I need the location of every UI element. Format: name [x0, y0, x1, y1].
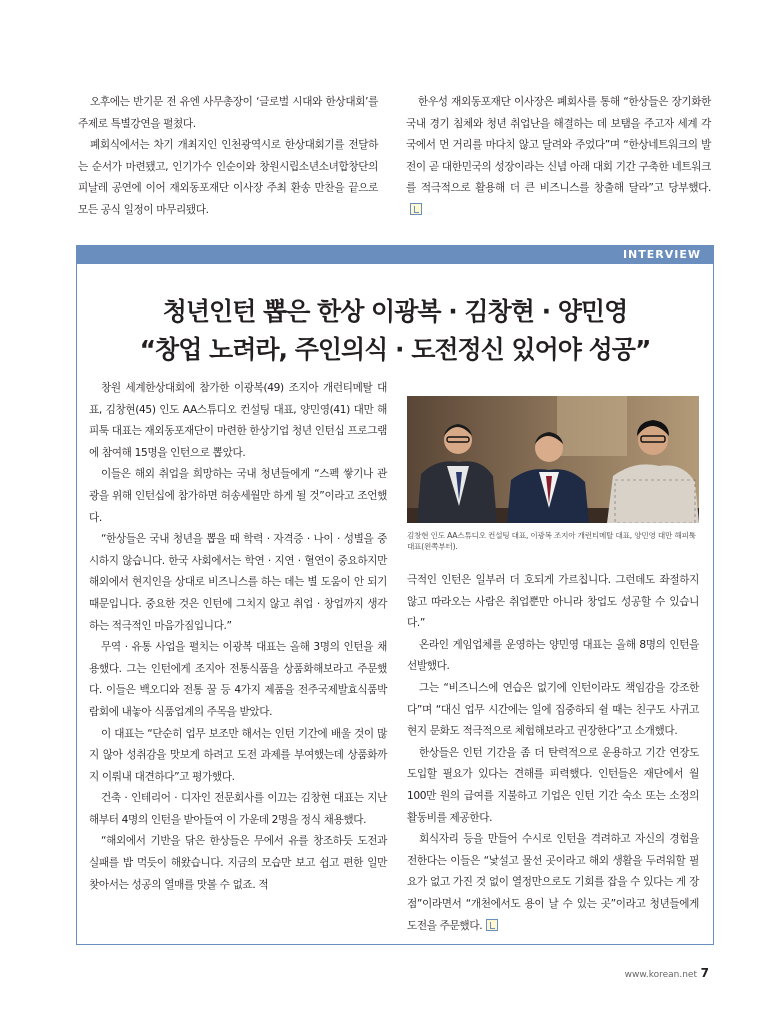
right-column: [407, 570, 699, 937]
paragraph: 무역 · 유통 사업을 펼치는 이광복 대표는 올해 3명의 인턴을 채용했다. 그는 인턴에게 조지아 전통식품을 상품화해보라고 주문했다. 이들은 백오디와 전통 꿀 등 4가지 제품을 전주국제발효식품박람회에 내놓아 식품업계의 주목을 받았다.: [89, 641, 387, 718]
paragraph: 이들은 해외 취업을 희망하는 국내 청년들에게 “스펙 쌓기나 관광을 위해 인턴십에 참가하면 허송세월만 하게 될 것”이라고 조언했다.: [89, 468, 387, 524]
interview-photo: [407, 396, 699, 523]
interview-bar: [77, 246, 713, 264]
left-column: [89, 378, 387, 896]
end-mark-icon: [486, 919, 498, 931]
paragraph: [407, 829, 699, 937]
paragraph: 오후에는 반기문 전 유엔 사무총장이 ‘글로벌 시대와 한상대회’를 주제로 특별강연을 펼쳤다.: [78, 96, 378, 130]
paragraph: 한상들은 인턴 기간을 좀 더 탄력적으로 운용하고 기간 연장도 도입할 필요가 있다는 견해를 피력했다. 인턴들은 재단에서 월 100만 원의 급여를 지불하고 기업은 인턴 기간 숙소 또는 소정의 활동비를 제공한다.: [407, 746, 699, 824]
paragraph-text: 회식자리 등을 만들어 수시로 인턴을 격려하고 자신의 경험을 전한다는 이들은 “낯설고 물선 곳이라고 해외 생활을 두려워할 필요가 없고 가진 것 없이 열정만으로도 기회를 잡을 수 있다는 게 장점”이라면서 “개천에서도 용이 날 수 있는 곳”이라고 청년들에게 도전을 주문했다.: [407, 833, 699, 932]
top-right-column: [406, 92, 711, 222]
headline-line-1: 청년인턴 뽑은 한상 이광복 · 김창현 · 양민영: [162, 297, 628, 326]
paragraph: 극적인 인턴은 일부러 더 호되게 가르칩니다. 그런데도 좌절하지 않고 따라오는 사람은 취업뿐만 아니라 창업도 성공할 수 있습니다.”: [407, 574, 699, 630]
paragraph: 이 대표는 “단순히 업무 보조만 해서는 인턴 기간에 배울 것이 많지 않아 성취감을 맛보게 하려고 도전 과제를 부여했는데 상품화까지 이뤄내 대견하다”고 평가했다.: [89, 727, 387, 783]
page-number: 7: [700, 966, 709, 980]
photo-caption: 김창현 인도 AA스튜디오 컨설팅 대표, 이광복 조지아 개런티메탈 대표, 양민영 대만 해피툭 대표(왼쪽부터).: [407, 531, 696, 551]
paragraph: 그는 “비즈니스에 연습은 없기에 인턴이라도 책임감을 강조한다”며 “대신 업무 시간에는 일에 집중하되 쉴 때는 친구도 사귀고 현지 문화도 적극적으로 체험해보라고 권장한다”고 소개했다.: [407, 681, 699, 738]
interview-box: [76, 245, 714, 945]
top-left-column: [78, 92, 378, 222]
paragraph: 건축 · 인테리어 · 디자인 전문회사를 이끄는 김창현 대표는 지난해부터 4명의 인턴을 받아들여 이 가운데 2명을 정식 채용했다.: [89, 792, 387, 826]
interview-label: INTERVIEW: [622, 248, 701, 261]
paragraph: 온라인 게임업체를 운영하는 양민영 대표는 올해 8명의 인턴을 선발했다.: [407, 638, 699, 673]
paragraph: 폐회식에서는 차기 개최지인 인천광역시로 한상대회기를 전달하는 순서가 마련됐고, 인기가수 인순이와 창원시립소년소녀합창단의 피날레 공연에 이어 재외동포재단 이사장 주최 환송 만찬을 끝으로 모든 공식 일정이 마무리됐다.: [78, 139, 378, 216]
paragraph: “해외에서 기반을 닦은 한상들은 무에서 유를 창조하듯 도전과 실패를 밥 먹듯이 해왔습니다. 지금의 모습만 보고 쉽고 편한 일만 찾아서는 성공의 열매를 맛볼 수 없죠. 적: [89, 835, 387, 891]
interview-photo-illustration: [407, 396, 699, 523]
paragraph-text: 한우성 재외동포재단 이사장은 폐회사를 통해 “한상들은 장기화한 국내 경기 침체와 청년 취업난을 해결하는 데 보탬을 주고자 세계 각국에서 먼 거리를 마다치 않고 달려와 주었다”며 “한상네트워크의 발전이 곧 대한민국의 성장이라는 신념 아래 대회 기간 구축한 네트워크를 적극적으로 활용해 더 큰 비즈니스를 창출해 달라”고 당부했다.: [406, 96, 711, 195]
paragraph: 창원 세계한상대회에 참가한 이광복(49) 조지아 개런티메탈 대표, 김창현(45) 인도 AA스튜디오 컨설팅 대표, 양민영(41) 대만 해피툭 대표는 재외동포재단이 마련한 한상기업 청년 인턴십 프로그램에 참여해 15명을 인턴으로 뽑았다.: [89, 382, 387, 459]
headline-line-2: “창업 노려라, 주인의식 · 도전정신 있어야 성공”: [139, 335, 651, 364]
paragraph: “한상들은 국내 청년을 뽑을 때 학력 · 자격증 · 나이 · 성별을 중시하지 않습니다. 한국 사회에서는 학연 · 지연 · 혈연이 중요하지만 해외에서 현지인을 상대로 비즈니스를 하는 데는 별 도움이 안 되기 때문입니다. 중요한 것은 인턴에 그치지 않고 취업 · 창업까지 생각하는 적극적인 마음가짐입니다.”: [89, 533, 387, 632]
footer-url: www.korean.net: [624, 970, 697, 980]
paragraph: [406, 92, 711, 222]
end-mark-icon: [410, 203, 422, 215]
